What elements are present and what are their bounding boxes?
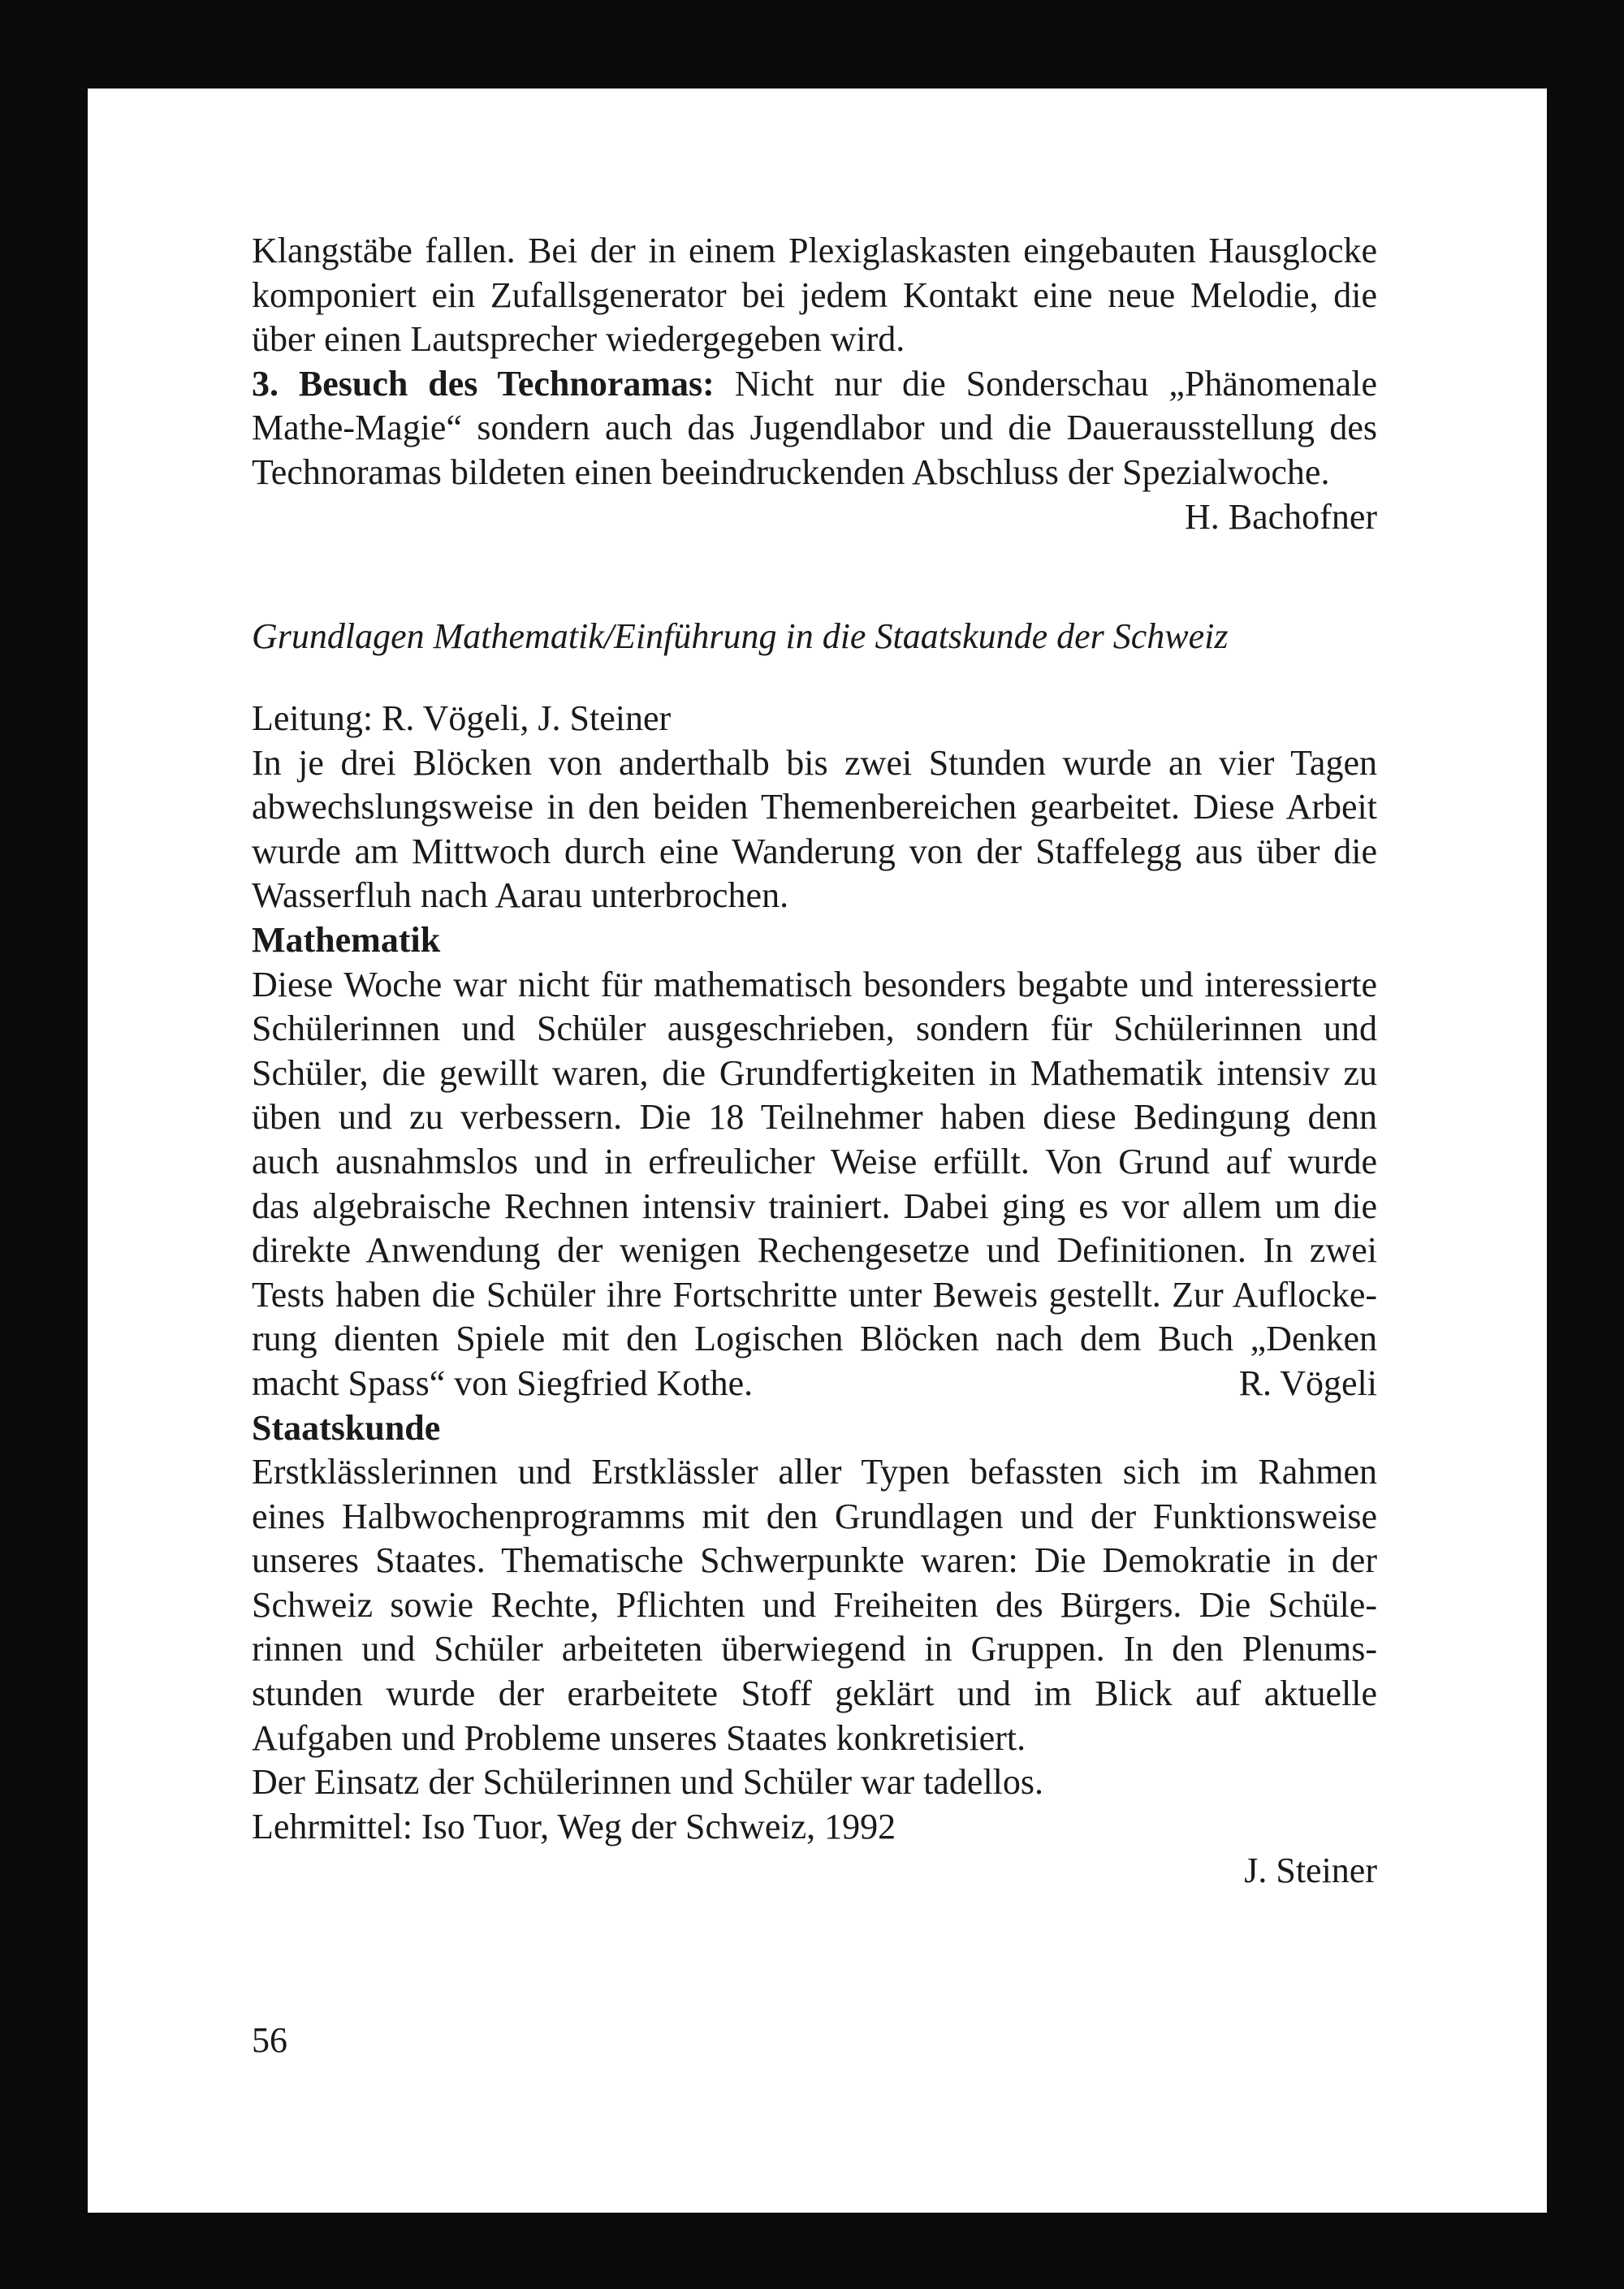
- text-line: [252, 1229, 1377, 1273]
- text-line: [252, 1583, 1377, 1628]
- line-text: Schülerinnen und Schüler ausgeschrieben, sondern für Schülerinnen und: [252, 1008, 1377, 1049]
- line-text: komponiert ein Zufallsgenerator bei jedem Kontakt eine neue Melodie, die: [252, 274, 1377, 315]
- line-text: Lehrmittel: Iso Tuor, Weg der Schweiz, 1992: [252, 1806, 896, 1846]
- text-line: [252, 615, 1377, 659]
- text-line: [252, 362, 1377, 407]
- line-text: Klangstäbe fallen. Bei der in einem Plexiglaskasten eingebauten Hausglocke: [252, 231, 1377, 270]
- text-line: [252, 697, 1377, 741]
- text-line: [252, 406, 1377, 451]
- text-line: [252, 274, 1377, 318]
- text-line: [252, 1007, 1377, 1052]
- text-line: [252, 229, 1377, 274]
- line-text: macht Spass“ von Siegfried Kothe.: [252, 1363, 754, 1403]
- line-text: unseres Staates. Thematische Schwerpunkte waren: Die Demokratie in der: [252, 1540, 1377, 1581]
- text-line: [252, 1095, 1377, 1140]
- text-line: [252, 1273, 1377, 1318]
- line-text: Technoramas bildeten einen beeindruckenden Abschluss der Spezialwoche.: [252, 451, 1330, 492]
- text-line: [252, 830, 1377, 875]
- line-text: In je drei Blöcken von anderthalb bis zwei Stunden wurde an vier Tagen: [252, 742, 1377, 783]
- text-line: [252, 1672, 1377, 1717]
- technorama-section: [252, 229, 1377, 539]
- text-line: [252, 963, 1377, 1008]
- text-line: [252, 785, 1377, 830]
- line-text: rinnen und Schüler arbeiteten überwiegend in Gruppen. In den Plenums-: [252, 1629, 1377, 1669]
- text-line: [252, 1717, 1377, 1761]
- line-text: das algebraische Rechnen intensiv trainiert. Dabei ging es vor allem um die: [252, 1186, 1377, 1226]
- line-text: H. Bachofner: [1184, 496, 1377, 537]
- text-line: [252, 1627, 1377, 1672]
- line-text: Diese Woche war nicht für mathematisch besonders begabte und interessierte: [252, 964, 1377, 1004]
- bold-lead: Staatskunde: [252, 1407, 441, 1448]
- text-line: [252, 317, 1377, 362]
- line-text: Wasserfluh nach Aarau unterbrochen.: [252, 875, 789, 916]
- line-text: rung dienten Spiele mit den Logischen Blöcken nach dem Buch „Denken: [252, 1319, 1377, 1359]
- line-text: J. Steiner: [1244, 1851, 1377, 1891]
- document-page: [88, 89, 1547, 2213]
- line-text: Erstklässlerinnen und Erstklässler aller Typen befassten sich im Rahmen: [252, 1452, 1377, 1492]
- text-line: [252, 1317, 1377, 1362]
- text-line: [252, 1140, 1377, 1185]
- line-text: Grundlagen Mathematik/Einführung in die Staatskunde der Schweiz: [252, 616, 1229, 656]
- line-text: Tests haben die Schüler ihre Fortschritte unter Beweis gestellt. Zur Auflocke-: [252, 1274, 1377, 1315]
- bold-lead: 3. Besuch des Technoramas:: [252, 363, 715, 404]
- text-line: [252, 1052, 1377, 1096]
- subheading: [252, 1406, 1377, 1451]
- signature: [252, 495, 1377, 540]
- line-text: Aufgaben und Probleme unseres Staates konkretisiert.: [252, 1717, 1026, 1758]
- course-body: [252, 697, 1377, 1894]
- line-text: auch ausnahmslos und in erfreulicher Weise erfüllt. Von Grund auf wurde: [252, 1141, 1377, 1181]
- text-line: [252, 1760, 1377, 1805]
- text-line: [252, 1450, 1377, 1495]
- line-text: Nicht nur die Sonderschau „Phänomenale: [714, 363, 1377, 404]
- line-text: Schweiz sowie Rechte, Pflichten und Freiheiten des Bürgers. Die Schüle-: [252, 1584, 1377, 1625]
- line-text: wurde am Mittwoch durch eine Wanderung von der Staffelegg aus über die: [252, 831, 1377, 871]
- text-line: [252, 1362, 1377, 1406]
- text-line: [252, 874, 1377, 918]
- text-line: [252, 451, 1377, 495]
- line-text: über einen Lautsprecher wiedergegeben wird.: [252, 319, 905, 360]
- text-line: [252, 1539, 1377, 1583]
- line-text: Der Einsatz der Schülerinnen und Schüler war tadellos.: [252, 1762, 1044, 1803]
- signature: [252, 1849, 1377, 1894]
- signature: R. Vögeli: [1238, 1363, 1377, 1403]
- course-heading: [252, 615, 1377, 659]
- subheading: [252, 918, 1377, 963]
- text-line: [252, 1185, 1377, 1229]
- line-text: Schüler, die gewillt waren, die Grundfertigkeiten in Mathematik intensiv zu: [252, 1052, 1377, 1093]
- line-text: Leitung: R. Vögeli, J. Steiner: [252, 698, 672, 738]
- text-line: [252, 1495, 1377, 1540]
- line-text: Mathe-Magie“ sondern auch das Jugendlabor und die Dauerausstellung des: [252, 408, 1377, 448]
- line-text: üben und zu verbessern. Die 18 Teilnehmer haben diese Bedingung denn: [252, 1097, 1377, 1138]
- line-text: eines Halbwochenprogramms mit den Grundlagen und der Funktionsweise: [252, 1496, 1377, 1536]
- page-number: 56: [252, 2020, 287, 2060]
- text-line: [252, 741, 1377, 786]
- bold-lead: Mathematik: [252, 919, 441, 960]
- line-text: abwechslungsweise in den beiden Themenbereichen gearbeitet. Diese Arbeit: [252, 787, 1377, 827]
- line-text: stunden wurde der erarbeitete Stoff geklärt und im Blick auf aktuelle: [252, 1674, 1377, 1714]
- line-text: direkte Anwendung der wenigen Rechengesetze und Definitionen. In zwei: [252, 1230, 1377, 1271]
- text-line: [252, 1805, 1377, 1850]
